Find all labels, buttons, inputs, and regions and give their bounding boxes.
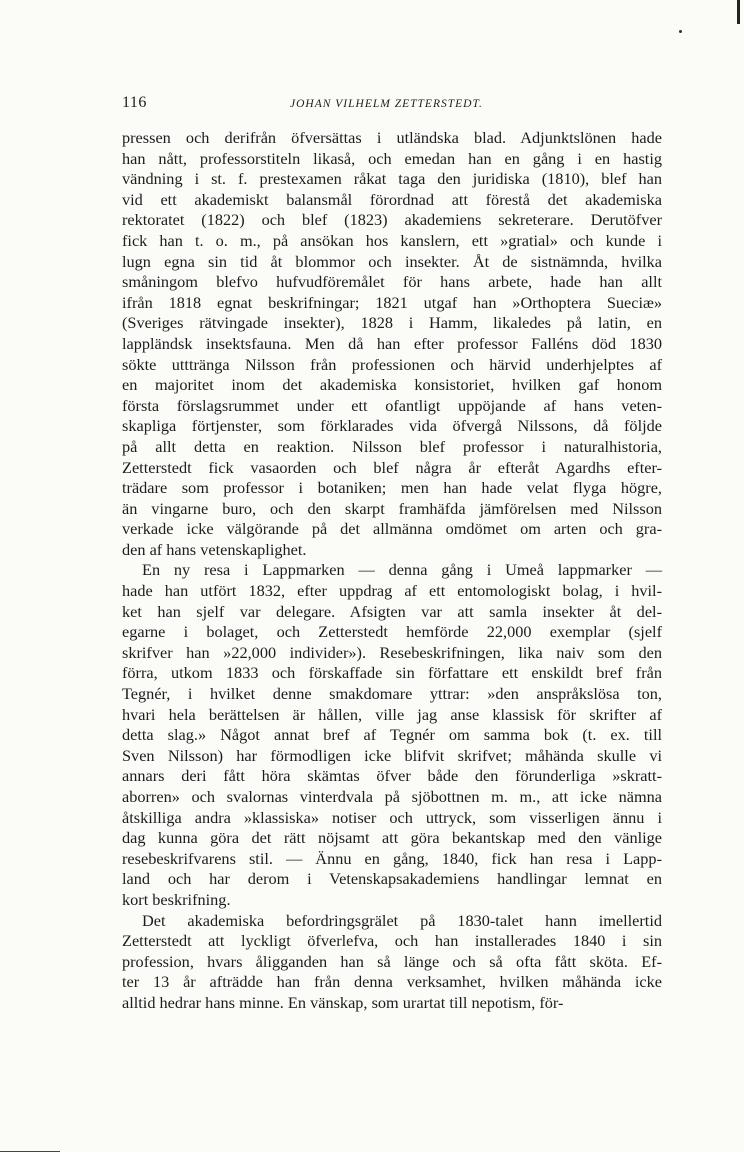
text-line: kort beskrifning. xyxy=(122,889,231,909)
running-title: JOHAN VILHELM ZETTERSTEDT. xyxy=(290,98,483,110)
scan-speck xyxy=(679,30,682,33)
text-line: Zetterstedt fick vasaorden och blef några år efteråt Agardhs efter- xyxy=(122,457,662,477)
text-line: (Sveriges rätvingade insekter), 1828 i Hamm, likaledes på latin, en xyxy=(122,313,662,333)
text-line: Sven Nilsson) har förmodligen icke blifvit skrifvet; måhända skulle vi xyxy=(122,745,662,765)
text-line: resebeskrifvarens stil. — Ännu en gång, 1840, fick han resa i Lapp- xyxy=(122,848,662,868)
text-line: Zetterstedt att lyckligt öfverlefva, och han installerades 1840 i sin xyxy=(122,931,662,951)
text-line: fick han t. o. m., på ansökan hos kanslern, ett »gratial» och kunde i xyxy=(122,230,662,250)
text-line: profession, hvars åligganden han så länge och så ofta fått sköta. Ef- xyxy=(122,951,662,971)
text-line: ket han sjelf var delegare. Afsigten var att samla insekter åt del- xyxy=(122,601,662,621)
text-line: lugn egna sin tid åt blommor och insekter. Åt de sistnämnda, hvilka xyxy=(122,251,662,271)
text-line: vändning i st. f. prestexamen råkat taga den juridiska (1810), blef han xyxy=(122,169,662,189)
text-line: vid ett akademiskt balansmål förordnad att förestå det akademiska xyxy=(122,189,662,209)
paragraph xyxy=(122,911,662,1014)
text-line: Tegnér, i hvilket denne smakdomare yttrar: »den anspråkslösa ton, xyxy=(122,684,662,704)
text-line: aborren» och svalornas vinterdvala på sjöbottnen m. m., att icke nämna xyxy=(122,787,662,806)
text-line: än vingarne buro, och den skarpt framhäfda jämförelsen med Nilsson xyxy=(122,498,662,518)
page-number: 116 xyxy=(122,94,147,111)
text-line: första förslagsrummet under ett ofantligt uppöjande af hans veten- xyxy=(122,395,662,415)
page-header xyxy=(122,94,662,116)
text-line: pressen och derifrån öfversättas i utländska blad. Adjunktslönen hade xyxy=(122,128,662,147)
text-line: förra, utkom 1833 och förskaffade sin författare ett enskildt bref från xyxy=(122,663,662,683)
scan-edge-mark xyxy=(737,0,740,24)
text-line: skrifver han »22,000 individer»). Resebeskrifningen, lika naiv som den xyxy=(122,642,662,662)
paragraph xyxy=(122,560,662,910)
text-line: han nått, professorstiteln likaså, och emedan han en gång i en hastig xyxy=(122,148,662,168)
text-line: på allt detta en reaktion. Nilsson blef professor i naturalhistoria, xyxy=(122,436,662,456)
text-line: detta slag.» Något annat bref af Tegnér om samma bok (t. ex. till xyxy=(122,725,662,745)
text-line: verkade icke välgörande på det allmänna omdömet om arten och gra- xyxy=(122,519,662,539)
body-text xyxy=(122,128,662,1014)
text-line: En ny resa i Lappmarken — denna gång i Umeå lappmarker — xyxy=(142,560,662,580)
text-line: ter 13 år afträdde han från denna verksamhet, hvilken måhända icke xyxy=(122,972,662,992)
paragraph xyxy=(122,128,662,560)
text-line: skapliga förtjenster, som förklarades vida öfvergå Nilssons, då följde xyxy=(122,416,662,436)
text-line: den af hans vetenskaplighet. xyxy=(122,539,307,559)
text-line: rektoratet (1822) och blef (1823) akademiens sekreterare. Derutöfver xyxy=(122,210,662,230)
text-line: åtskilliga andra »klassiska» notiser och uttryck, som visserligen ännu i xyxy=(122,807,662,827)
text-line: småningom blefvo hufvudföremålet för hans arbete, hade han allt xyxy=(122,272,662,292)
text-line: trädare som professor i botaniken; men han hade velat flyga högre, xyxy=(122,478,662,498)
text-line: sökte utttränga Nilsson från professionen och härvid underhjelptes af xyxy=(122,354,662,374)
text-line: annars deri fått höra skämtas öfver både den förunderliga »skratt- xyxy=(122,766,662,786)
text-line: dag kunna göra det rätt nöjsamt att göra bekantskap med den vänlige xyxy=(122,828,662,848)
text-line: lappländsk insektsfauna. Men då han efter professor Falléns död 1830 xyxy=(122,333,662,353)
text-line: Det akademiska befordringsgrälet på 1830-talet hann imellertid xyxy=(142,910,662,930)
text-line: hade han utfört 1832, efter uppdrag af ett entomologiskt bolag, i hvil- xyxy=(122,581,662,601)
text-line: ifrån 1818 egnat beskrifningar; 1821 utgaf han »Orthoptera Sueciæ» xyxy=(122,292,662,312)
text-line: egarne i bolaget, och Zetterstedt hemförde 22,000 exemplar (sjelf xyxy=(122,622,662,642)
text-line: alltid hedrar hans minne. En vänskap, som urartat till nepotism, för- xyxy=(122,992,564,1012)
text-line: en majoritet inom det akademiska konsistoriet, hvilken gaf honom xyxy=(122,375,662,395)
text-line: hvari hela berättelsen är hållen, ville jag anse klassisk för skrifter af xyxy=(122,704,662,724)
text-line: land och har derom i Vetenskapsakademiens handlingar lemnat en xyxy=(122,869,662,889)
